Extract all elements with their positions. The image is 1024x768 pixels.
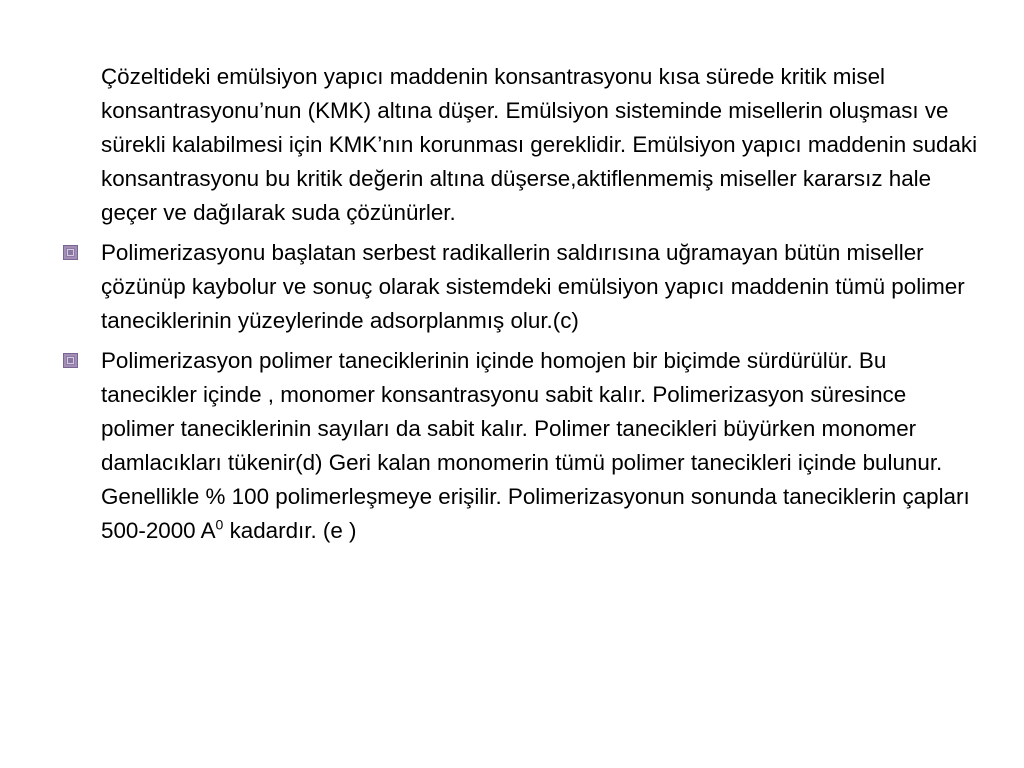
paragraph-3-text: Polimerizasyon polimer taneciklerinin içinde homojen bir biçimde sürdürülür. Bu tanecikler içinde , monomer konsantrasyonu sabit kalır. Polimerizasyon süresince polimer taneciklerinin sayıları da sabit kalır. Polimer tanecikleri büyürken monomer damlacıkları tükenir(d) Geri kalan monomerin tümü polimer tanecikleri içinde bulunur. Genellikle % 100 polimerleşmeye erişilir. Polimerizasyonun sonunda taneciklerin çapları 500-2000 A — [101, 348, 970, 543]
paragraph-3 — [60, 344, 980, 548]
paragraph-2 — [60, 236, 980, 338]
square-bullet-icon — [63, 353, 78, 368]
paragraph-1-text: Çözeltideki emülsiyon yapıcı maddenin konsantrasyonu kısa sürede kritik misel konsantrasyonu’nun (KMK) altına düşer. Emülsiyon sisteminde misellerin oluşması ve sürekli kalabilmesi için KMK’nın korunması gereklidir. Emülsiyon yapıcı maddenin sudaki konsantrasyonu bu kritik değerin altına düşerse,aktiflenmemiş miseller kararsız hale geçer ve dağılarak suda çözünürler. — [101, 64, 978, 225]
paragraph-3-tail: kadardır. (e ) — [223, 518, 357, 543]
square-bullet-icon — [63, 245, 78, 260]
slide-body — [60, 60, 980, 548]
paragraph-2-text: Polimerizasyonu başlatan serbest radikallerin saldırısına uğramayan bütün miseller çözünüp kaybolur ve sonuç olarak sistemdeki emülsiyon yapıcı maddenin tümü polimer taneciklerinin yüzeylerinde adsorplanmış olur.(c) — [101, 240, 965, 333]
superscript-zero: 0 — [215, 516, 224, 533]
paragraph-1 — [60, 60, 980, 230]
